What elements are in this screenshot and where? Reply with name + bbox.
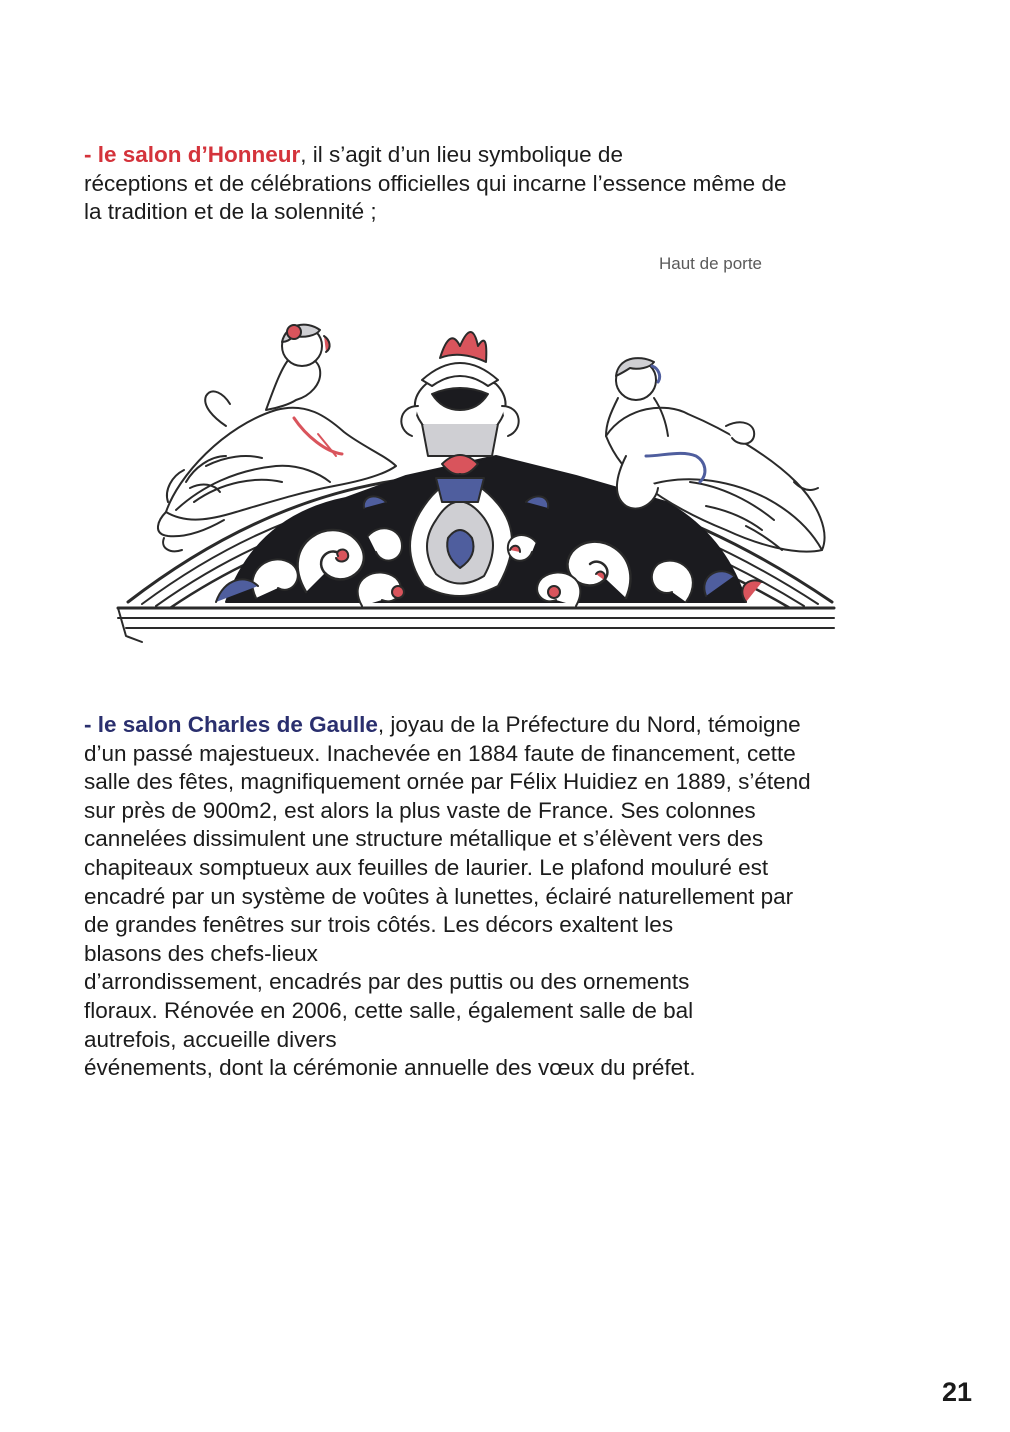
line-text: , joyau de la Préfecture du Nord, témoigne — [377, 712, 801, 737]
paragraph-salon-honneur — [84, 141, 786, 227]
paragraph-line: floraux. Rénovée en 2006, cette salle, également salle de bal — [84, 997, 694, 1023]
paragraph-line: encadré par un système de voûtes à lunettes, éclairé naturellement par — [84, 883, 794, 909]
paragraph-line: événements, dont la cérémonie annuelle des vœux du préfet. — [84, 1055, 696, 1081]
paragraph-line: salle des fêtes, magnifiquement ornée par Félix Huidiez en 1889, s’étend — [84, 769, 811, 795]
paragraph-line: autrefois, accueille divers — [84, 1026, 337, 1052]
illustration-caption: Haut de porte — [659, 254, 763, 273]
paragraph-line: d’arrondissement, encadrés par des puttis ou des ornements — [84, 969, 690, 995]
highlight-salon-honneur: le salon d’Honneur — [97, 142, 301, 167]
paragraph-line: de grandes fenêtres sur trois côtés. Les décors exaltent les — [84, 912, 674, 938]
paragraph-line: la tradition et de la solennité ; — [84, 199, 377, 225]
paragraph-line: cannelées dissimulent une structure métallique et s’élèvent vers des — [84, 826, 764, 852]
door-pediment-illustration — [106, 306, 846, 646]
highlight-salon-charles-de-gaulle: le salon Charles de Gaulle — [97, 712, 378, 737]
paragraph-line: sur près de 900m2, est alors la plus vaste de France. Ses colonnes — [84, 797, 756, 823]
paragraph-line: réceptions et de célébrations officielles qui incarne l’essence même de — [84, 170, 787, 196]
paragraph-line — [84, 141, 786, 170]
line-text: , il s’agit d’un lieu symbolique de — [300, 142, 623, 167]
paragraph-salon-charles-de-gaulle — [84, 711, 811, 1083]
dash-marker: - — [84, 712, 98, 737]
paragraph-line: d’un passé majestueux. Inachevée en 1884 faute de financement, cette — [84, 740, 796, 766]
paragraph-line — [84, 711, 811, 740]
paragraph-line: chapiteaux somptueux aux feuilles de laurier. Le plafond mouluré est — [84, 854, 769, 880]
paragraph-line: blasons des chefs-lieux — [84, 940, 318, 966]
dash-marker: - — [84, 142, 98, 167]
page-number: 21 — [941, 1377, 972, 1407]
